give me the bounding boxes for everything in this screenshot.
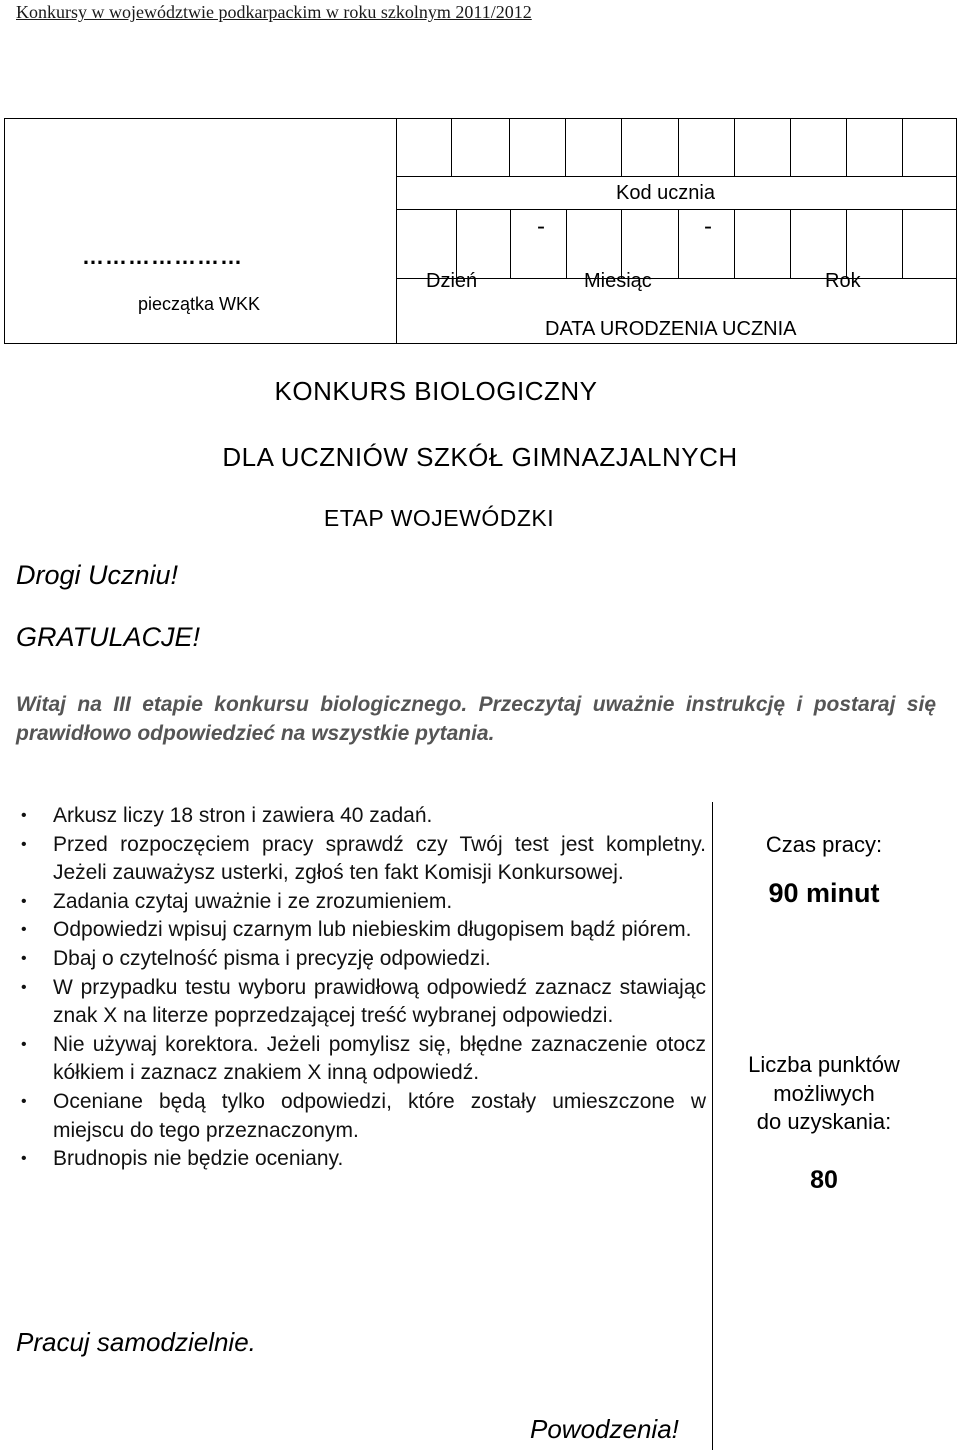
- day-label: Dzień: [426, 270, 478, 292]
- instruction-item: [16, 945, 706, 974]
- bullet-icon: •: [21, 949, 27, 967]
- bullet-icon: •: [21, 807, 27, 824]
- instruction-item: [16, 974, 706, 1031]
- instructions-list: [16, 802, 706, 1174]
- points-label-1: Liczba punktów: [748, 1052, 900, 1077]
- bullet-icon: •: [21, 1092, 27, 1110]
- time-label: Czas pracy:: [765, 832, 883, 857]
- congratulations: GRATULACJE!: [16, 622, 201, 652]
- instruction-text: Zadania czytaj uważnie i ze zrozumieniem.: [53, 889, 453, 913]
- instruction-item: [16, 1088, 706, 1145]
- instruction-text: Brudnopis nie będzie oceniany.: [53, 1147, 344, 1171]
- instruction-item: [16, 916, 706, 945]
- month-label: Miesiąc: [584, 270, 652, 292]
- instruction-text: Nie używaj korektora. Jeżeli pomylisz się, błędne zaznaczenie otocz kółkiem i zaznacz znakiem X inną odpowiedź.: [53, 1032, 706, 1085]
- date-separator: -: [537, 213, 545, 240]
- contest-stage: ETAP WOJEWÓDZKI: [323, 505, 555, 531]
- instruction-item: [16, 831, 706, 888]
- intro-text: Witaj na III etapie konkursu biologicznego. Przeczytaj uważnie instrukcję i postaraj się prawidłowo odpowiedzieć na wszystkie pytania.: [16, 693, 936, 745]
- instruction-text: Dbaj o czytelność pisma i precyzję odpowiedzi.: [53, 946, 491, 970]
- instruction-text: Oceniane będą tylko odpowiedzi, które zostały umieszczone w miejscu do tego przeznaczonym.: [53, 1089, 706, 1142]
- points-label-3: do uzyskania:: [756, 1109, 892, 1134]
- instruction-item: [16, 1145, 706, 1174]
- points-value: 80: [810, 1166, 838, 1194]
- year-label: Rok: [825, 270, 861, 292]
- time-value: 90 minut: [768, 878, 880, 908]
- instruction-item: [16, 1031, 706, 1088]
- good-luck-note: Powodzenia!: [530, 1414, 679, 1444]
- instruction-text: Odpowiedzi wpisuj czarnym lub niebieskim długopisem bądź piórem.: [53, 918, 692, 942]
- date-separator: -: [704, 213, 712, 240]
- header-link[interactable]: Konkursy w województwie podkarpackim w roku szkolnym 2011/2012: [16, 2, 532, 22]
- work-alone-note: Pracuj samodzielnie.: [16, 1327, 256, 1357]
- bullet-icon: •: [21, 921, 27, 939]
- bullet-icon: •: [21, 1150, 27, 1168]
- bullet-icon: •: [21, 1035, 27, 1053]
- bullet-icon: •: [21, 835, 27, 853]
- contest-subtitle: DLA UCZNIÓW SZKÓŁ GIMNAZJALNYCH: [222, 442, 738, 472]
- student-info-form: [4, 118, 957, 344]
- contest-title: KONKURS BIOLOGICZNY: [274, 376, 598, 406]
- instruction-text: Arkusz liczy 18 stron i zawiera 40 zadań.: [53, 804, 433, 827]
- instruction-item: [16, 888, 706, 917]
- bullet-icon: •: [21, 892, 27, 910]
- points-label-2: możliwych: [773, 1081, 875, 1106]
- greeting: Drogi Uczniu!: [16, 560, 179, 590]
- instruction-text: Przed rozpoczęciem pracy sprawdź czy Twój test jest kompletny. Jeżeli zauważysz usterki, zgłoś ten fakt Komisji Konkursowej.: [53, 832, 706, 885]
- dob-label: DATA URODZENIA UCZNIA: [545, 318, 797, 340]
- stamp-label: pieczątka WKK: [138, 294, 261, 314]
- stamp-dots: …………………: [82, 244, 243, 269]
- bullet-icon: •: [21, 978, 27, 996]
- instruction-text: W przypadku testu wyboru prawidłową odpowiedź zaznacz stawiając znak X na literze poprzedzającej treść wybranej odpowiedzi.: [53, 975, 706, 1028]
- student-code-label: Kod ucznia: [616, 182, 715, 204]
- instruction-item: [16, 802, 706, 831]
